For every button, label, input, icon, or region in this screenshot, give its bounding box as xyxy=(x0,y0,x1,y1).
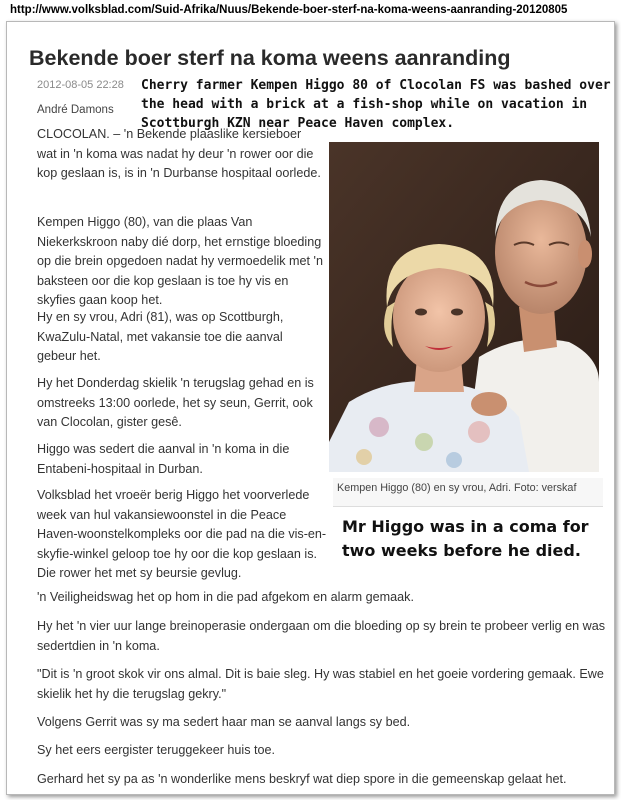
article-paragraph: 'n Veiligheidswag het op hom in die pad afgekom en alarm gemaak. xyxy=(37,590,414,604)
article-paragraph: Hy het Donderdag skielik 'n terugslag gehad en is omstreeks 13:00 oorlede, het sy seun, Gerrit, ook van Clocolan, gister gesê. xyxy=(37,376,314,430)
photo-caption: Kempen Higgo (80) en sy vrou, Adri. Foto: verskaf xyxy=(333,478,603,507)
article-author: André Damons xyxy=(37,104,114,116)
article-paragraph: Hy het 'n vier uur lange breinoperasie ondergaan om die bloeding op sy brein te probeer verlig en was sedertdien in 'n koma. xyxy=(37,619,606,653)
article-headline: Bekende boer sterf na koma weens aanranding xyxy=(29,46,511,70)
source-url: http://www.volksblad.com/Suid-Afrika/Nuus/Bekende-boer-sterf-na-koma-weens-aanranding-20120805 xyxy=(10,4,568,16)
article-paragraph: Volksblad het vroeër berig Higgo het voorverlede week van hul vakansiewoonstel in die Peace Haven-woonstelkompleks oor die pad na die vis-en-skyfie-winkel geloop toe hy oor die kop geslaan is. Die rower het met sy beursie gevlug. xyxy=(37,488,327,581)
article-frame xyxy=(6,21,615,795)
article-datetime: 2012-08-05 22:28 xyxy=(37,79,124,91)
article-paragraph: Higgo was sedert die aanval in 'n koma in die Entabeni-hospitaal in Durban. xyxy=(37,442,290,476)
couple-photo-illustration xyxy=(329,142,599,472)
article-paragraph: CLOCOLAN. – 'n Bekende plaaslike kersieboer wat in 'n koma was nadat hy deur 'n rower oor die kop geslaan is, is in 'n Durbanse hospitaal oorlede. xyxy=(37,127,321,181)
article-paragraph: "Dit is 'n groot skok vir ons almal. Dit is baie sleg. Hy was stabiel en het goeie vordering gemaak. Ewe skielik het hy die terugslag gekry." xyxy=(37,667,604,701)
couple-photo xyxy=(329,142,599,472)
article-paragraph: Sy het eers eergister teruggekeer huis toe. xyxy=(37,743,276,757)
article-paragraph: Gerhard het sy pa as 'n wonderlike mens beskryf wat diep spore in die gemeenskap gelaat het. xyxy=(37,772,567,786)
article-paragraph: Hy en sy vrou, Adri (81), was op Scottburgh, KwaZulu-Natal, met vakansie toe die aanval gebeur het. xyxy=(37,310,284,364)
annotation-top-caption: Cherry farmer Kempen Higgo 80 of Clocolan FS was bashed over the head with a brick at a fish-shop while on vacation in Scottburgh KZN near Peace Haven complex. xyxy=(141,78,611,131)
article-paragraph: Kempen Higgo (80), van die plaas Van Niekerkskroon naby dié dorp, het ernstige bloeding op die brein opgedoen nadat hy vermoedelik met 'n baksteen oor die kop geslaan is toe hy vis en skyfies gaan koop het. xyxy=(37,215,323,308)
annotation-coma-note: Mr Higgo was in a coma for two weeks before he died. xyxy=(342,517,589,560)
article-paragraph: Volgens Gerrit was sy ma sedert haar man se aanval langs sy bed. xyxy=(37,715,411,729)
